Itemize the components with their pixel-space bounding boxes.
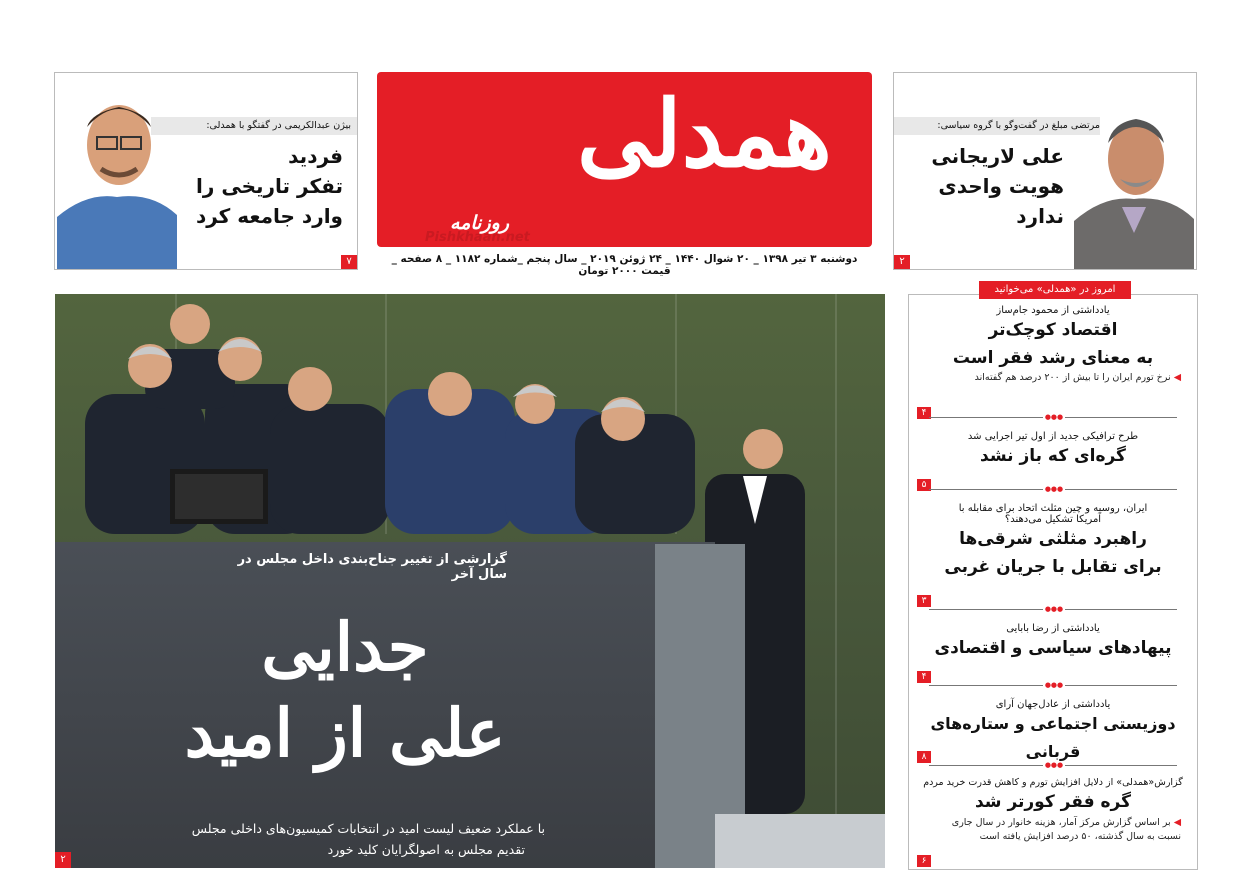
- page-number-badge: ۶: [917, 855, 931, 867]
- divider: ●●●: [909, 413, 1197, 421]
- bullet-icon: ◀: [1173, 817, 1181, 828]
- item-note-text: بر اساس گزارش مرکز آمار، هزینه خانوار در سال جاری نسبت به سال گذشته، ۵۰ درصد افزایش یافته است: [951, 817, 1181, 842]
- contents-item[interactable]: [909, 431, 1197, 470]
- newspaper-prefix: روزنامه: [450, 212, 509, 234]
- page-number-badge: ۲: [894, 255, 910, 269]
- left-box-headline-line: وارد جامعه کرد: [195, 204, 343, 228]
- floor: [715, 814, 885, 868]
- left-box-headline[interactable]: [183, 141, 343, 231]
- page-number-badge: ۷: [341, 255, 357, 269]
- right-box-headline-line: علی لاریجانی: [931, 144, 1064, 168]
- right-box-kicker: مرتضی مبلغ در گفت‌وگو با گروه سیاسی:: [894, 117, 1100, 135]
- item-headline: گره‌ای که باز نشد: [980, 446, 1126, 466]
- item-kicker: یادداشتی از رضا بابایی: [1006, 623, 1100, 634]
- item-headline: به معنای رشد فقر است: [952, 348, 1154, 368]
- item-note: [909, 816, 1197, 844]
- divider: ●●●: [909, 761, 1197, 769]
- contents-item[interactable]: [909, 777, 1197, 844]
- contents-item[interactable]: [909, 503, 1197, 581]
- main-story-subhead-line: با عملکرد ضعیف لیست امید در انتخابات کمیسیون‌های داخلی مجلس: [191, 821, 545, 836]
- right-box-headline-line: هویت واحدی: [938, 174, 1064, 198]
- item-kicker: یادداشتی از عادل‌جهان آرای: [995, 699, 1111, 710]
- right-box-headline-line: ندارد: [1016, 204, 1064, 228]
- left-box-kicker: بیژن عبدالکریمی در گفتگو با همدلی:: [151, 117, 357, 135]
- contents-item[interactable]: [909, 699, 1197, 766]
- main-story-subhead: [115, 818, 545, 860]
- main-story-kicker: گزارشی از تغییر جناح‌بندی داخل مجلس در سال آخر: [237, 552, 507, 582]
- contents-column: [908, 284, 1198, 870]
- main-story-headline[interactable]: [165, 604, 525, 776]
- left-box-headline-line: فردید: [288, 144, 343, 168]
- dateline: دوشنبه ۳ تیر ۱۳۹۸ _ ۲۰ شوال ۱۴۴۰ _ ۲۴ ژوئن ۲۰۱۹ _ سال پنجم _شماره ۱۱۸۲ _ ۸ صفحه _ قیمت ۲۰۰۰ تومان: [391, 253, 858, 277]
- main-story[interactable]: [55, 294, 885, 868]
- page-number-badge: ۸: [917, 751, 931, 763]
- right-box-headline[interactable]: [904, 141, 1064, 231]
- watermark-text: Pishkhaan.net: [425, 230, 530, 245]
- contents-item[interactable]: [909, 305, 1197, 383]
- item-headline: پیهادهای سیاسی و اقتصادی: [934, 638, 1172, 658]
- bullet-icon: ◀: [1173, 372, 1181, 383]
- item-headline: دوزیستی اجتماعی و ستاره‌های قربانی: [930, 714, 1176, 761]
- divider: ●●●: [909, 605, 1197, 613]
- page-number-badge: ۵: [917, 479, 931, 491]
- page-number-badge: ۲: [55, 852, 71, 868]
- item-headline: اقتصاد کوچک‌تر: [988, 320, 1118, 340]
- item-note: [909, 372, 1197, 383]
- item-note-text: نرخ تورم ایران را تا بیش از ۲۰۰ درصد هم گفته‌اند: [974, 372, 1171, 383]
- right-feature-box[interactable]: [893, 72, 1197, 270]
- page-number-badge: ۴: [917, 407, 931, 419]
- main-story-headline-line: جدایی: [261, 608, 429, 686]
- left-feature-box[interactable]: [54, 72, 358, 270]
- left-box-headline-line: تفکر تاریخی را: [196, 174, 343, 198]
- page-number-badge: ۳: [917, 595, 931, 607]
- item-kicker: یادداشتی از محمود جام‌ساز: [996, 305, 1110, 316]
- main-story-subhead-line: تقدیم مجلس به اصولگرایان کلید خورد: [327, 842, 525, 857]
- contents-badge: امروز در «همدلی» می‌خوانید: [979, 281, 1131, 299]
- item-headline: گره فقر کورتر شد: [974, 792, 1132, 812]
- masthead[interactable]: [377, 72, 872, 247]
- divider: ●●●: [909, 681, 1197, 689]
- page-number-badge: ۴: [917, 671, 931, 683]
- item-headline: راهبرد مثلثی شرقی‌ها: [959, 529, 1147, 549]
- main-story-headline-line: علی از امید: [184, 694, 506, 772]
- item-kicker: طرح ترافیکی جدید از اول تیر اجرایی شد: [967, 431, 1139, 442]
- item-kicker: گزارش«همدلی» از دلایل افزایش تورم و کاهش قدرت خرید مردم: [923, 777, 1183, 788]
- item-headline: برای تقابل با جریان غربی: [944, 557, 1162, 577]
- contents-item[interactable]: [909, 623, 1197, 662]
- item-kicker: ایران، روسیه و چین مثلث اتحاد برای مقابله با آمریکا تشکیل می‌دهند؟: [958, 503, 1148, 525]
- divider: ●●●: [909, 485, 1197, 493]
- newspaper-logo: همدلی: [577, 80, 832, 188]
